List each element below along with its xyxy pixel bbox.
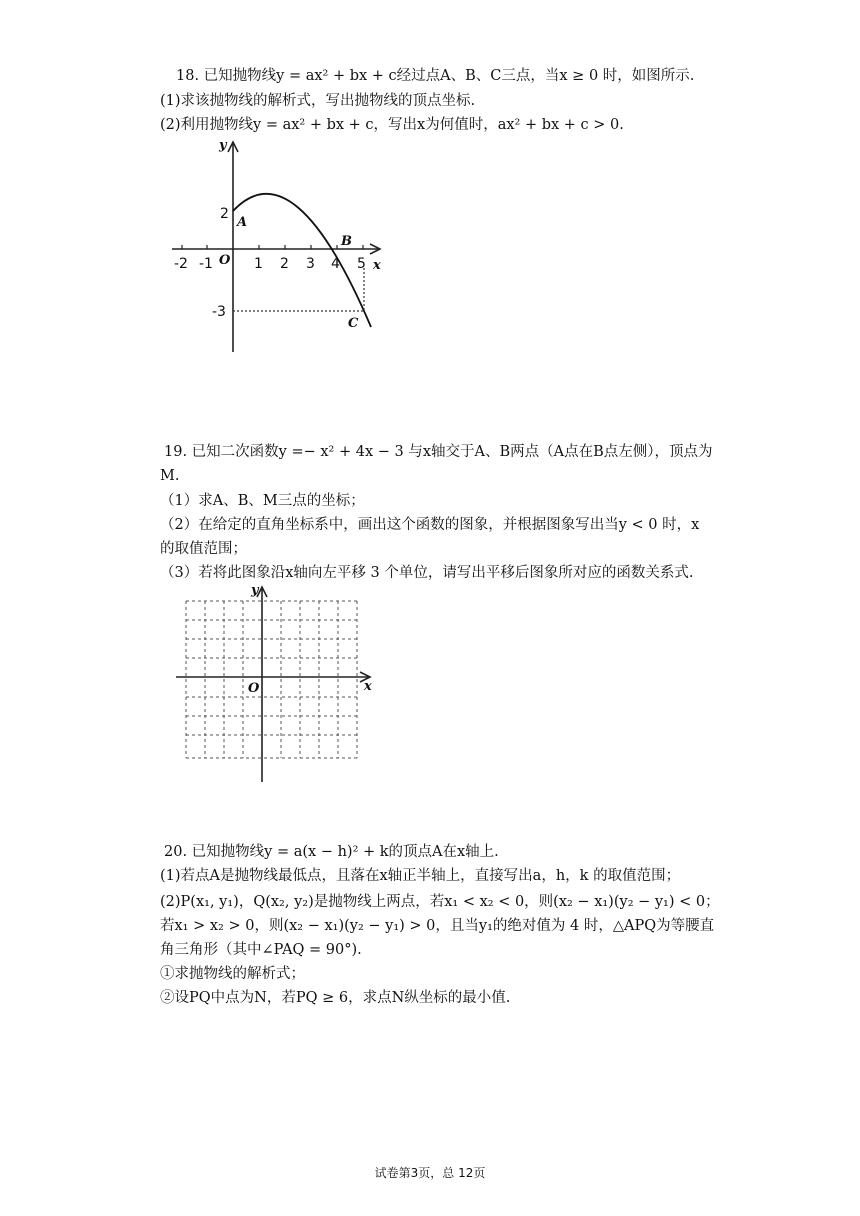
- q18-x-label: x: [373, 258, 381, 273]
- svg-text:1: 1: [254, 256, 263, 272]
- q18-point-A: A: [237, 215, 248, 230]
- q19-part1: （1）求A、B、M三点的坐标；: [160, 493, 365, 509]
- q20-part2-cont2: 角三角形（其中∠PAQ = 90°).: [160, 942, 362, 958]
- q20-sub1: ①求抛物线的解析式；: [160, 966, 305, 982]
- q19-origin: O: [248, 681, 260, 696]
- q19-stem-cont: M.: [160, 468, 180, 484]
- q20-part2: (2)P(x₁, y₁)，Q(x₂, y₂)是抛物线上两点，若x₁ < x₂ < 0，则(x₂ − x₁)(y₂ − y₁) < 0；: [160, 894, 720, 910]
- q18-origin: O: [219, 253, 231, 268]
- q18-part2: (2)利用抛物线y = ax² + bx + c，写出x为何值时，ax² + bx + c > 0.: [160, 117, 624, 133]
- svg-text:2: 2: [220, 206, 229, 222]
- q20-sub2: ②设PQ中点为N，若PQ ≥ 6，求点N纵坐标的最小值.: [160, 990, 511, 1006]
- q19-part2: （2）在给定的直角坐标系中，画出这个函数的图象，并根据图象写出当y < 0 时，x: [160, 517, 700, 533]
- q19-stem: 19. 已知二次函数y =− x² + 4x − 3 与x轴交于A、B两点（A点在B点左侧），顶点为: [164, 444, 713, 460]
- svg-text:5: 5: [357, 256, 366, 272]
- q19-x-label: x: [364, 679, 372, 694]
- q18-stem: 18. 已知抛物线y = ax² + bx + c经过点A、B、C三点，当x ≥ 0 时，如图所示.: [176, 68, 695, 84]
- svg-text:-3: -3: [212, 304, 226, 320]
- svg-text:-2: -2: [174, 256, 188, 272]
- q20-stem: 20. 已知抛物线y = a(x − h)² + k的顶点A在x轴上.: [164, 844, 499, 860]
- q18-point-C: C: [348, 316, 359, 331]
- q19-part3: （3）若将此图象沿x轴向左平移 3 个单位，请写出平移后图象所对应的函数关系式.: [160, 565, 694, 581]
- svg-text:2: 2: [280, 256, 289, 272]
- q20-part1: (1)若点A是抛物线最低点，且落在x轴正半轴上，直接写出a，h，k 的取值范围；: [160, 868, 681, 884]
- q20-part2-cont: 若x₁ > x₂ > 0，则(x₂ − x₁)(y₂ − y₁) > 0，且当y₁的绝对值为 4 时，△APQ为等腰直: [160, 918, 715, 934]
- q19-part2-cont: 的取值范围；: [160, 541, 247, 557]
- q18-y-label: y: [219, 138, 227, 153]
- q18-part1: (1)求该抛物线的解析式，写出抛物线的顶点坐标.: [160, 93, 476, 109]
- svg-text:-1: -1: [199, 256, 213, 272]
- svg-text:3: 3: [306, 256, 315, 272]
- page-footer: 试卷第3页，总 12页: [374, 1166, 486, 1180]
- q18-point-B: B: [341, 234, 352, 249]
- q19-y-label: y: [251, 583, 259, 598]
- svg-text:4: 4: [331, 256, 340, 272]
